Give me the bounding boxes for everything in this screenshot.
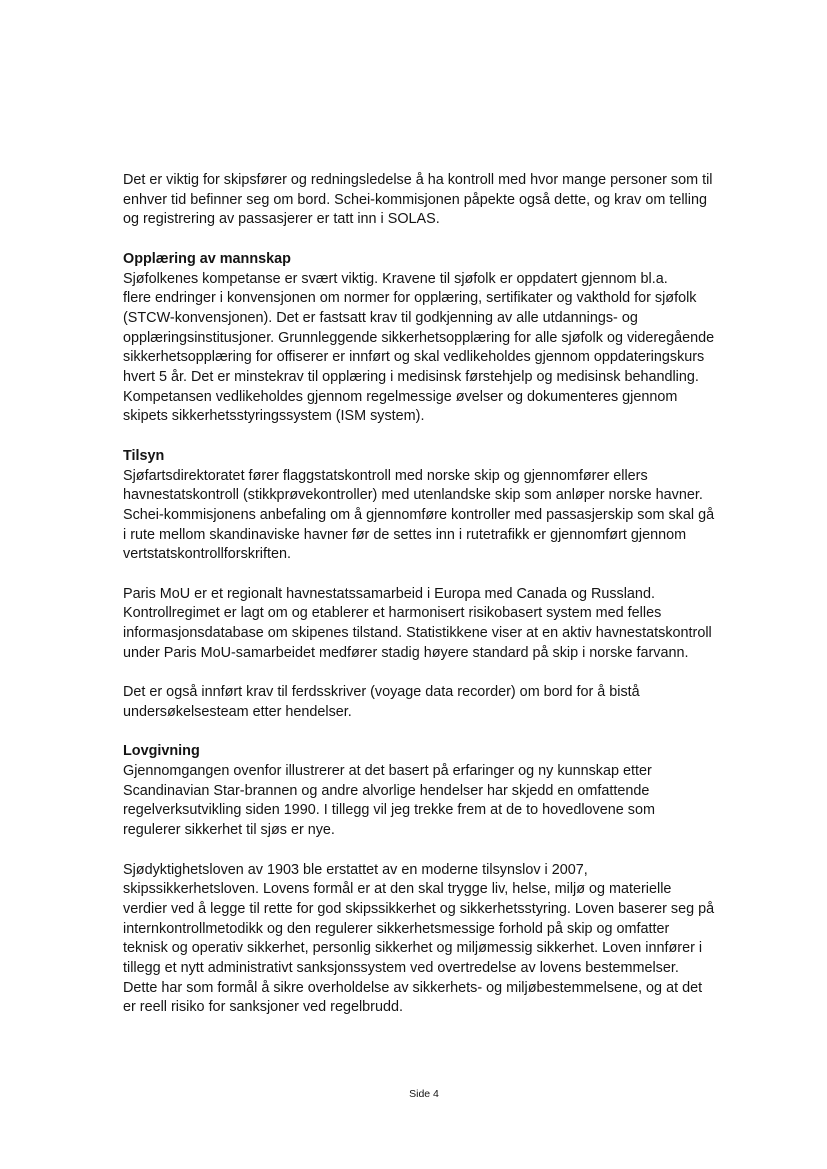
paragraph-gap [123,565,729,585]
text-line: under Paris MoU-samarbeidet medfører stadig høyere standard på skip i norske farvann. [123,644,689,661]
text-line: Sjøfartsdirektoratet fører flaggstatskontroll med norske skip og gjennomfører ellers [123,467,648,484]
text-line: Schei-kommisjonens anbefaling om å gjennomføre kontroller med passasjerskip som skal gå [123,506,715,523]
text-line: skipssikkerhetsloven. Lovens formål er at den skal trygge liv, helse, miljø og materielle [123,881,672,898]
text-line: Gjennomgangen ovenfor illustrerer at det basert på erfaringer og ny kunnskap etter [123,763,652,780]
legislation-paragraph [123,762,729,841]
text-line: Paris MoU er et regionalt havnestatssamarbeid i Europa med Canada og Russland. [123,585,655,602]
intro-paragraph [123,171,729,230]
text-line: Sjøfolkenes kompetanse er svært viktig. Kravene til sjøfolk er oppdatert gjennom bl.a. [123,270,668,287]
text-line: er reell risiko for sanksjoner ved regelbrudd. [123,999,403,1016]
supervision-paragraph [123,467,729,566]
page-number: Side 4 [409,1088,439,1100]
paragraph-gap [123,723,729,743]
ship-safety-act-paragraph [123,861,729,1019]
document-body [123,171,729,1018]
text-line: tillegg et nytt administrativt sanksjonssystem ved overtredelse av lovens bestemmelser. [123,960,679,977]
text-line: enhver tid befinner seg om bord. Schei-kommisjonen påpekte også dette, og krav om telling [123,191,707,208]
text-line: vertstatskontrollforskriften. [123,546,291,563]
text-line: verdier ved å legge til rette for god skipssikkerhet og sikkerhetsstyring. Loven baserer seg på [123,900,715,917]
section-heading-training: Opplæring av mannskap [123,250,291,267]
text-line: flere endringer i konvensjonen om normer for opplæring, sertifikater og vakthold for sjøfolk [123,290,697,307]
paragraph-gap [123,427,729,447]
text-line: hvert 5 år. Det er minstekrav til opplæring i medisinsk førstehjelp og medisinsk behandling. [123,369,699,386]
paragraph-gap [123,664,729,684]
text-line: (STCW-konvensjonen). Det er fastsatt krav til godkjenning av alle utdannings- og [123,309,638,326]
text-line: Kompetansen vedlikeholdes gjennom regelmessige øvelser og dokumenteres gjennom [123,388,678,405]
paragraph-gap [123,230,729,250]
text-line: regelverksutvikling siden 1990. I tillegg vil jeg trekke frem at de to hovedlovene som [123,802,655,819]
text-line: Det er viktig for skipsfører og redningsledelse å ha kontroll med hvor mange personer som til [123,172,713,188]
text-line: Det er også innført krav til ferdsskriver (voyage data recorder) om bord for å bistå [123,684,640,701]
paragraph-gap [123,841,729,861]
section-heading-supervision: Tilsyn [123,447,165,464]
vdr-paragraph [123,683,729,722]
text-line: havnestatskontroll (stikkprøvekontroller) med utenlandske skip som anløper norske havner. [123,487,703,504]
text-line: Dette har som formål å sikre overholdelse av sikkerhets- og miljøbestemmelsene, og at det [123,979,703,996]
text-line: Kontrollregimet er lagt om og etablerer et harmonisert risikobasert system med felles [123,605,662,622]
training-paragraph [123,270,729,428]
text-line: Scandinavian Star-brannen og andre alvorlige hendelser har skjedd en omfattende [123,782,650,799]
paris-mou-paragraph [123,585,729,664]
text-line: undersøkelsesteam etter hendelser. [123,703,352,720]
section-heading-legislation: Lovgivning [123,743,200,760]
text-line: Sjødyktighetsloven av 1903 ble erstattet av en moderne tilsynslov i 2007, [123,861,588,878]
text-line: teknisk og operativ sikkerhet, personlig sikkerhet og miljømessig sikkerhet. Loven innfører i [123,940,703,957]
text-line: regulerer sikkerhet til sjøs er nye. [123,822,335,839]
text-line: og registrering av passasjerer er tatt inn i SOLAS. [123,211,440,228]
text-line: opplæringsinstitusjoner. Grunnleggende sikkerhetsopplæring for alle sjøfolk og videregående [123,329,715,346]
text-line: informasjonsdatabase om skipenes tilstand. Statistikkene viser at en aktiv havnestatskontroll [123,625,712,642]
text-line: sikkerhetsopplæring for offiserer er innført og skal vedlikeholdes gjennom oppdateringskurs [123,349,705,366]
text-line: internkontrollmetodikk og den regulerer sikkerhetsmessige forhold på skip og omfatter [123,920,670,937]
text-line: i rute mellom skandinaviske havner før de settes inn i rutetrafikk er gjennomført gjennom [123,526,687,543]
text-line: skipets sikkerhetsstyringssystem (ISM system). [123,408,425,425]
